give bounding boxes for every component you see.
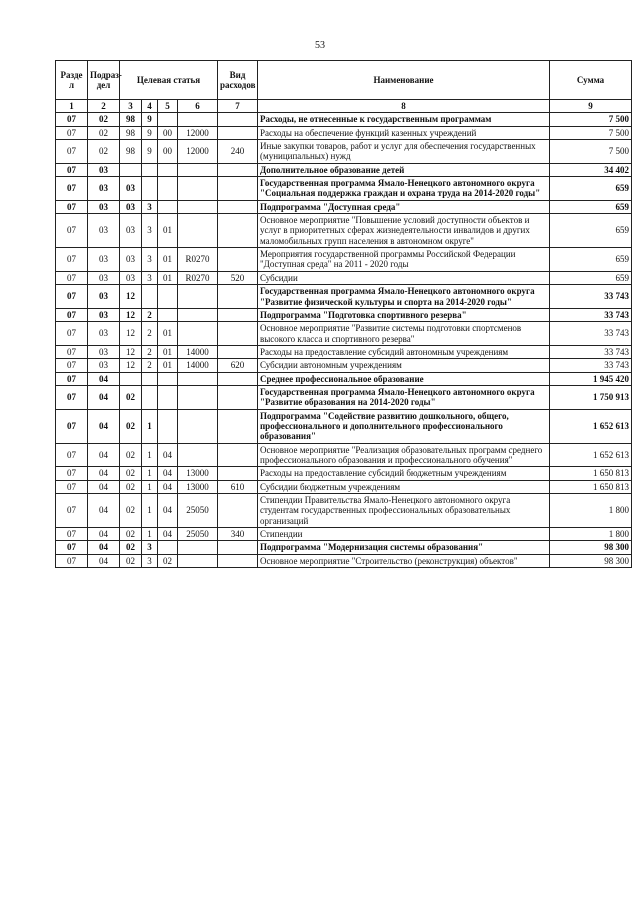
budget-table [55, 60, 632, 568]
expense-type-cell [218, 177, 258, 201]
target-code-cell: 12000 [178, 140, 218, 164]
razdel-cell: 07 [56, 177, 88, 201]
razdel-cell: 07 [56, 163, 88, 176]
podrazdel-cell: 04 [88, 409, 120, 443]
target-code-cell: 03 [120, 271, 142, 284]
sum-cell: 1 650 813 [550, 480, 632, 493]
sum-cell: 98 300 [550, 541, 632, 554]
sum-cell: 7 500 [550, 126, 632, 139]
razdel-cell: 07 [56, 285, 88, 309]
razdel-cell: 07 [56, 467, 88, 480]
table-row [56, 345, 632, 358]
column-number: 6 [178, 100, 218, 113]
razdel-cell: 07 [56, 322, 88, 346]
target-code-cell: 00 [158, 126, 178, 139]
target-code-cell: 2 [142, 359, 158, 372]
expense-type-cell: 620 [218, 359, 258, 372]
name-cell: Подпрограмма "Содействие развитию дошкольного, общего, профессионального и дополнительного профессионального образования" [258, 409, 550, 443]
header-podrazdel: Подраз- дел [88, 61, 120, 100]
razdel-cell: 07 [56, 494, 88, 528]
expense-type-cell [218, 409, 258, 443]
target-code-cell [178, 541, 218, 554]
expense-type-cell: 610 [218, 480, 258, 493]
column-number: 7 [218, 100, 258, 113]
table-row [56, 200, 632, 213]
razdel-cell: 07 [56, 385, 88, 409]
name-cell: Подпрограмма "Модернизация системы образования" [258, 541, 550, 554]
target-code-cell: 04 [158, 494, 178, 528]
target-code-cell: 2 [142, 345, 158, 358]
target-code-cell: 03 [120, 200, 142, 213]
target-code-cell: 1 [142, 467, 158, 480]
podrazdel-cell: 02 [88, 140, 120, 164]
podrazdel-cell: 03 [88, 177, 120, 201]
table-row [56, 113, 632, 126]
target-code-cell: 25050 [178, 528, 218, 541]
podrazdel-cell: 02 [88, 126, 120, 139]
razdel-cell: 07 [56, 409, 88, 443]
sum-cell: 1 800 [550, 494, 632, 528]
razdel-cell: 07 [56, 372, 88, 385]
target-code-cell: 1 [142, 480, 158, 493]
name-cell: Основное мероприятие "Строительство (реконструкция) объектов" [258, 554, 550, 567]
table-row [56, 409, 632, 443]
table-row [56, 480, 632, 493]
table-row [56, 359, 632, 372]
table-row [56, 443, 632, 467]
podrazdel-cell: 04 [88, 443, 120, 467]
name-cell: Основное мероприятие "Развитие системы подготовки спортсменов высокого класса и спортивного резерва" [258, 322, 550, 346]
table-row [56, 140, 632, 164]
table-row [56, 322, 632, 346]
sum-cell: 33 743 [550, 359, 632, 372]
target-code-cell: 1 [142, 528, 158, 541]
name-cell: Стипендии Правительства Ямало-Ненецкого автономного округа студентам государственных профессиональных образовательных организаций [258, 494, 550, 528]
header-sum: Сумма [550, 61, 632, 100]
name-cell: Расходы, не отнесенные к государственным программам [258, 113, 550, 126]
table-row [56, 385, 632, 409]
podrazdel-cell: 03 [88, 359, 120, 372]
column-number: 2 [88, 100, 120, 113]
expense-type-cell [218, 126, 258, 139]
expense-type-cell: 340 [218, 528, 258, 541]
sum-cell: 7 500 [550, 140, 632, 164]
target-code-cell: 01 [158, 248, 178, 272]
razdel-cell: 07 [56, 200, 88, 213]
target-code-cell [158, 285, 178, 309]
target-code-cell: 03 [120, 214, 142, 248]
target-code-cell [142, 285, 158, 309]
target-code-cell: 12 [120, 359, 142, 372]
target-code-cell: 98 [120, 113, 142, 126]
target-code-cell [158, 541, 178, 554]
target-code-cell [178, 554, 218, 567]
sum-cell: 1 750 913 [550, 385, 632, 409]
target-code-cell [158, 177, 178, 201]
target-code-cell: 9 [142, 126, 158, 139]
target-code-cell: 02 [120, 409, 142, 443]
target-code-cell [178, 372, 218, 385]
column-number-row [56, 100, 632, 113]
table-row [56, 177, 632, 201]
name-cell: Субсидии [258, 271, 550, 284]
razdel-cell: 07 [56, 113, 88, 126]
target-code-cell: 14000 [178, 359, 218, 372]
target-code-cell: 25050 [178, 494, 218, 528]
target-code-cell: 3 [142, 200, 158, 213]
target-code-cell: 12000 [178, 126, 218, 139]
header-target-article: Целевая статья [120, 61, 218, 100]
podrazdel-cell: 03 [88, 248, 120, 272]
target-code-cell: 02 [120, 528, 142, 541]
sum-cell: 1 945 420 [550, 372, 632, 385]
target-code-cell: 01 [158, 322, 178, 346]
target-code-cell [142, 372, 158, 385]
razdel-cell: 07 [56, 214, 88, 248]
target-code-cell [158, 308, 178, 321]
expense-type-cell [218, 322, 258, 346]
header-name: Наименование [258, 61, 550, 100]
target-code-cell: 3 [142, 214, 158, 248]
target-code-cell: 98 [120, 126, 142, 139]
target-code-cell: 01 [158, 214, 178, 248]
sum-cell: 98 300 [550, 554, 632, 567]
target-code-cell [178, 385, 218, 409]
podrazdel-cell: 03 [88, 200, 120, 213]
column-number: 8 [258, 100, 550, 113]
sum-cell: 1 652 613 [550, 409, 632, 443]
target-code-cell [178, 177, 218, 201]
razdel-cell: 07 [56, 554, 88, 567]
expense-type-cell [218, 308, 258, 321]
sum-cell: 1 650 813 [550, 467, 632, 480]
target-code-cell: 14000 [178, 345, 218, 358]
name-cell: Субсидии бюджетным учреждениям [258, 480, 550, 493]
page-number: 53 [315, 40, 325, 51]
expense-type-cell [218, 467, 258, 480]
target-code-cell: 02 [120, 443, 142, 467]
sum-cell: 7 500 [550, 113, 632, 126]
podrazdel-cell: 04 [88, 528, 120, 541]
target-code-cell: 04 [158, 528, 178, 541]
podrazdel-cell: 03 [88, 163, 120, 176]
header-expense-type: Вид расходов [218, 61, 258, 100]
sum-cell: 33 743 [550, 308, 632, 321]
target-code-cell: 03 [120, 248, 142, 272]
table-row [56, 494, 632, 528]
podrazdel-cell: 04 [88, 554, 120, 567]
razdel-cell: 07 [56, 126, 88, 139]
target-code-cell [178, 322, 218, 346]
target-code-cell [178, 443, 218, 467]
razdel-cell: 07 [56, 528, 88, 541]
target-code-cell: 02 [120, 467, 142, 480]
expense-type-cell [218, 385, 258, 409]
sum-cell: 659 [550, 248, 632, 272]
name-cell: Подпрограмма "Доступная среда" [258, 200, 550, 213]
column-number: 1 [56, 100, 88, 113]
target-code-cell: 04 [158, 443, 178, 467]
target-code-cell: 98 [120, 140, 142, 164]
target-code-cell: 1 [142, 409, 158, 443]
expense-type-cell [218, 541, 258, 554]
target-code-cell: 13000 [178, 467, 218, 480]
target-code-cell: 01 [158, 359, 178, 372]
target-code-cell: 3 [142, 554, 158, 567]
column-number: 9 [550, 100, 632, 113]
podrazdel-cell: 03 [88, 285, 120, 309]
target-code-cell: 02 [120, 480, 142, 493]
target-code-cell [158, 113, 178, 126]
name-cell: Мероприятия государственной программы Российской Федерации "Доступная среда" на 2011 - 2020 годы [258, 248, 550, 272]
target-code-cell: 00 [158, 140, 178, 164]
expense-type-cell: 520 [218, 271, 258, 284]
column-number: 4 [142, 100, 158, 113]
razdel-cell: 07 [56, 443, 88, 467]
name-cell: Основное мероприятие "Повышение условий доступности объектов и услуг в приоритетных сферах жизнедеятельности инвалидов и других маломобильных групп населения в автономном округе" [258, 214, 550, 248]
name-cell: Государственная программа Ямало-Ненецкого автономного округа "Развитие образования на 2014-2020 годы" [258, 385, 550, 409]
sum-cell: 33 743 [550, 322, 632, 346]
target-code-cell: 3 [142, 541, 158, 554]
name-cell: Подпрограмма "Подготовка спортивного резерва" [258, 308, 550, 321]
table-row [56, 271, 632, 284]
target-code-cell: 04 [158, 467, 178, 480]
target-code-cell: 01 [158, 271, 178, 284]
target-code-cell [178, 409, 218, 443]
target-code-cell [142, 385, 158, 409]
column-number: 5 [158, 100, 178, 113]
target-code-cell [158, 409, 178, 443]
table-row [56, 528, 632, 541]
razdel-cell: 07 [56, 480, 88, 493]
target-code-cell [178, 285, 218, 309]
podrazdel-cell: 03 [88, 214, 120, 248]
target-code-cell: 02 [120, 385, 142, 409]
expense-type-cell [218, 285, 258, 309]
sum-cell: 33 743 [550, 345, 632, 358]
sum-cell: 659 [550, 271, 632, 284]
target-code-cell [120, 372, 142, 385]
target-code-cell: 3 [142, 248, 158, 272]
target-code-cell [142, 163, 158, 176]
table-row [56, 308, 632, 321]
name-cell: Государственная программа Ямало-Ненецкого автономного округа "Социальная поддержка граждан и охрана труда на 2014-2020 годы" [258, 177, 550, 201]
target-code-cell: 2 [142, 322, 158, 346]
target-code-cell [178, 214, 218, 248]
target-code-cell [178, 163, 218, 176]
expense-type-cell [218, 200, 258, 213]
table-row [56, 248, 632, 272]
podrazdel-cell: 03 [88, 345, 120, 358]
target-code-cell: R0270 [178, 271, 218, 284]
name-cell: Расходы на предоставление субсидий бюджетным учреждениям [258, 467, 550, 480]
razdel-cell: 07 [56, 308, 88, 321]
podrazdel-cell: 04 [88, 541, 120, 554]
target-code-cell: 2 [142, 308, 158, 321]
razdel-cell: 07 [56, 140, 88, 164]
podrazdel-cell: 04 [88, 467, 120, 480]
expense-type-cell [218, 372, 258, 385]
name-cell: Основное мероприятие "Реализация образовательных программ среднего профессионального образования и профессионального обучения" [258, 443, 550, 467]
name-cell: Расходы на предоставление субсидий автономным учреждениям [258, 345, 550, 358]
target-code-cell [158, 163, 178, 176]
name-cell: Субсидии автономным учреждениям [258, 359, 550, 372]
expense-type-cell [218, 113, 258, 126]
target-code-cell [158, 200, 178, 213]
target-code-cell: 9 [142, 113, 158, 126]
sum-cell: 659 [550, 177, 632, 201]
expense-type-cell [218, 214, 258, 248]
name-cell: Государственная программа Ямало-Ненецкого автономного округа "Развитие физической культуры и спорта на 2014-2020 годы" [258, 285, 550, 309]
target-code-cell [158, 385, 178, 409]
expense-type-cell [218, 443, 258, 467]
target-code-cell [120, 163, 142, 176]
column-number: 3 [120, 100, 142, 113]
expense-type-cell: 240 [218, 140, 258, 164]
table-row [56, 285, 632, 309]
name-cell: Стипендии [258, 528, 550, 541]
target-code-cell [178, 113, 218, 126]
podrazdel-cell: 04 [88, 494, 120, 528]
expense-type-cell [218, 554, 258, 567]
target-code-cell [178, 308, 218, 321]
target-code-cell: 13000 [178, 480, 218, 493]
podrazdel-cell: 03 [88, 271, 120, 284]
header-razdel: Разде л [56, 61, 88, 100]
target-code-cell: 01 [158, 345, 178, 358]
table-row [56, 541, 632, 554]
target-code-cell: 12 [120, 345, 142, 358]
razdel-cell: 07 [56, 359, 88, 372]
sum-cell: 659 [550, 214, 632, 248]
podrazdel-cell: 03 [88, 322, 120, 346]
expense-type-cell [218, 345, 258, 358]
sum-cell: 1 652 613 [550, 443, 632, 467]
name-cell: Дополнительное образование детей [258, 163, 550, 176]
target-code-cell: 02 [120, 541, 142, 554]
razdel-cell: 07 [56, 541, 88, 554]
target-code-cell: 12 [120, 285, 142, 309]
expense-type-cell [218, 248, 258, 272]
podrazdel-cell: 04 [88, 385, 120, 409]
target-code-cell [158, 372, 178, 385]
podrazdel-cell: 04 [88, 372, 120, 385]
razdel-cell: 07 [56, 345, 88, 358]
sum-cell: 1 800 [550, 528, 632, 541]
target-code-cell: 12 [120, 308, 142, 321]
table-row [56, 554, 632, 567]
table-row [56, 214, 632, 248]
name-cell: Расходы на обеспечение функций казенных учреждений [258, 126, 550, 139]
target-code-cell: R0270 [178, 248, 218, 272]
name-cell: Иные закупки товаров, работ и услуг для обеспечения государственных (муниципальных) нужд [258, 140, 550, 164]
razdel-cell: 07 [56, 248, 88, 272]
table-row [56, 126, 632, 139]
target-code-cell: 3 [142, 271, 158, 284]
target-code-cell: 03 [120, 177, 142, 201]
podrazdel-cell: 03 [88, 308, 120, 321]
target-code-cell [178, 200, 218, 213]
target-code-cell: 12 [120, 322, 142, 346]
table-row [56, 163, 632, 176]
target-code-cell: 02 [120, 554, 142, 567]
sum-cell: 659 [550, 200, 632, 213]
table-row [56, 467, 632, 480]
table-header-row [56, 61, 632, 100]
target-code-cell: 02 [158, 554, 178, 567]
name-cell: Среднее профессиональное образование [258, 372, 550, 385]
target-code-cell: 1 [142, 443, 158, 467]
table-row [56, 372, 632, 385]
sum-cell: 34 402 [550, 163, 632, 176]
expense-type-cell [218, 494, 258, 528]
target-code-cell [142, 177, 158, 201]
podrazdel-cell: 02 [88, 113, 120, 126]
target-code-cell: 9 [142, 140, 158, 164]
sum-cell: 33 743 [550, 285, 632, 309]
target-code-cell: 04 [158, 480, 178, 493]
podrazdel-cell: 04 [88, 480, 120, 493]
target-code-cell: 02 [120, 494, 142, 528]
razdel-cell: 07 [56, 271, 88, 284]
target-code-cell: 1 [142, 494, 158, 528]
expense-type-cell [218, 163, 258, 176]
